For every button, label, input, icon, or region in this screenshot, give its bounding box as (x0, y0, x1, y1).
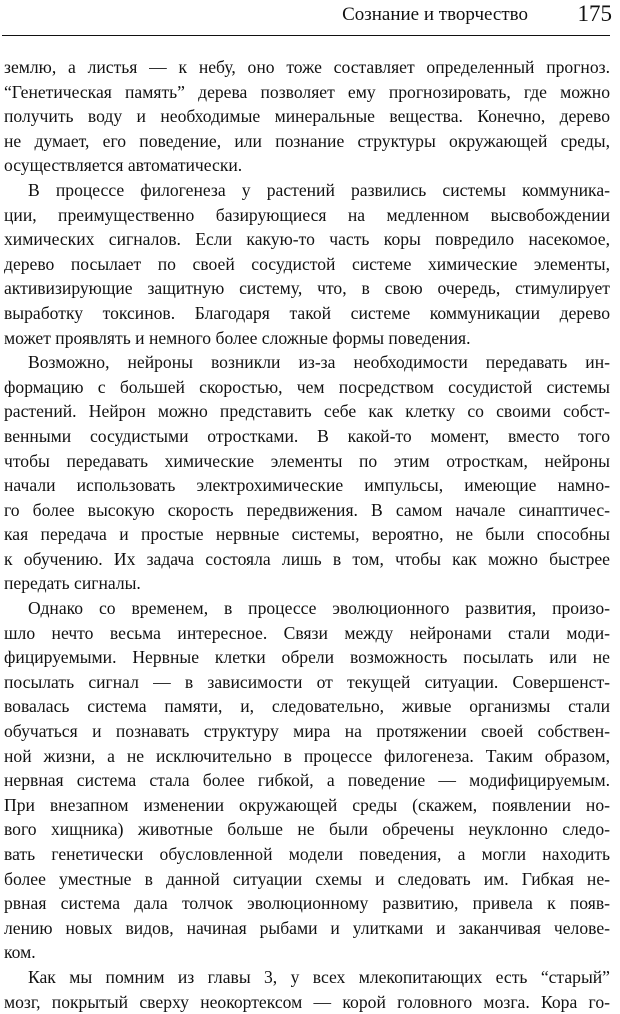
text-line: растений. Нейрон можно представить себе как клетку со своими собст- (4, 401, 610, 422)
text-line: вать генетически обусловленной модели поведения, а могли находить (4, 844, 610, 864)
text-line: не думает, его поведение, или познание структуры окружающей среды, (4, 130, 610, 151)
text-line: венными сосудистыми отростками. В какой-то момент, вместо того (4, 425, 610, 446)
text-line: более уместные в данной ситуации схемы и следовать им. Гибкая не- (4, 868, 610, 889)
text-line: ной жизни, а не исключительно в процессе филогенеза. Таким образом, (4, 745, 610, 766)
running-header (0, 0, 620, 40)
chapter-title: Сознание и творчество (342, 4, 528, 25)
text-line: формацию с большей скоростью, чем посредством сосудистой системы (4, 376, 610, 397)
text-line: чтобы передавать химические элементы по этим отросткам, нейроны (4, 450, 610, 471)
text-line: кая передача и простые нервные системы, вероятно, не были способны (4, 524, 610, 545)
page-number: 175 (577, 1, 612, 26)
text-line: выработку токсинов. Благодаря такой системе коммуникации дерево (4, 302, 610, 323)
text-line: начали использовать электрохимические импульсы, имеющие намно- (4, 475, 610, 496)
body-text (4, 55, 610, 1014)
text-line: шло нечто весьма интересное. Связи между нейронами стали моди- (4, 622, 610, 643)
text-line: лению новых видов, начиная рыбами и улитками и заканчивая челове- (4, 917, 610, 938)
text-line: го более высокую скорость передвижения. В самом начале синаптичес- (4, 499, 610, 520)
text-line: В процессе филогенеза у растений развились системы коммуника- (28, 179, 610, 200)
text-line: При внезапном изменении окружающей среды (скажем, появлении но- (4, 794, 610, 815)
text-line: землю, а листья — к небу, оно тоже составляет определенный прогноз. (4, 57, 610, 77)
text-line: рвная система дала толчок эволюционному развитию, привела к появ- (4, 893, 610, 914)
text-line: дерево посылает по своей сосудистой системе химические элементы, (4, 253, 610, 274)
text-line: Однако со временем, в процессе эволюционного развития, произо- (28, 598, 610, 619)
text-line: фицируемыми. Нервные клетки обрели возможность посылать или не (4, 647, 610, 668)
text-line: мозг, покрытый сверху неокортексом — корой головного мозга. Кора го- (4, 991, 610, 1012)
text-line: химических сигналов. Если какую-то часть коры повредило насекомое, (4, 229, 610, 250)
text-line: к обучению. Их задача состояла лишь в том, чтобы как можно быстрее (4, 548, 610, 569)
text-line: осуществляется автоматически. (4, 155, 243, 176)
text-line: активизирующие защитную систему, что, в свою очередь, стимулирует (4, 278, 610, 299)
text-line: нервная система стала более гибкой, а поведение — модифицируемым. (4, 770, 610, 791)
text-line: Как мы помним из главы 3, у всех млекопитающих есть “старый” (28, 966, 610, 987)
text-line: обучаться и познавать структуру мира на протяжении своей собствен- (4, 721, 610, 742)
text-line: посылать сигнал — в зависимости от текущей ситуации. Совершенст- (4, 671, 610, 692)
text-line: ции, преимущественно базирующиеся на медленном высвобождении (4, 204, 610, 225)
text-line: “Генетическая память” дерева позволяет ему прогнозировать, где можно (4, 81, 610, 102)
text-line: Возможно, нейроны возникли из-за необходимости передавать ин- (28, 352, 610, 373)
text-line: ком. (4, 942, 36, 963)
text-line: может проявлять и немного более сложные формы поведения. (4, 327, 471, 348)
text-line: вовалась система памяти, и, следовательно, живые организмы стали (4, 696, 610, 717)
text-line: передать сигналы. (4, 573, 141, 594)
header-rule (2, 35, 610, 36)
text-line: получить воду и необходимые минеральные вещества. Конечно, дерево (4, 106, 610, 127)
text-line: вого хищника) животные больше не были обречены неуклонно следо- (4, 819, 610, 840)
